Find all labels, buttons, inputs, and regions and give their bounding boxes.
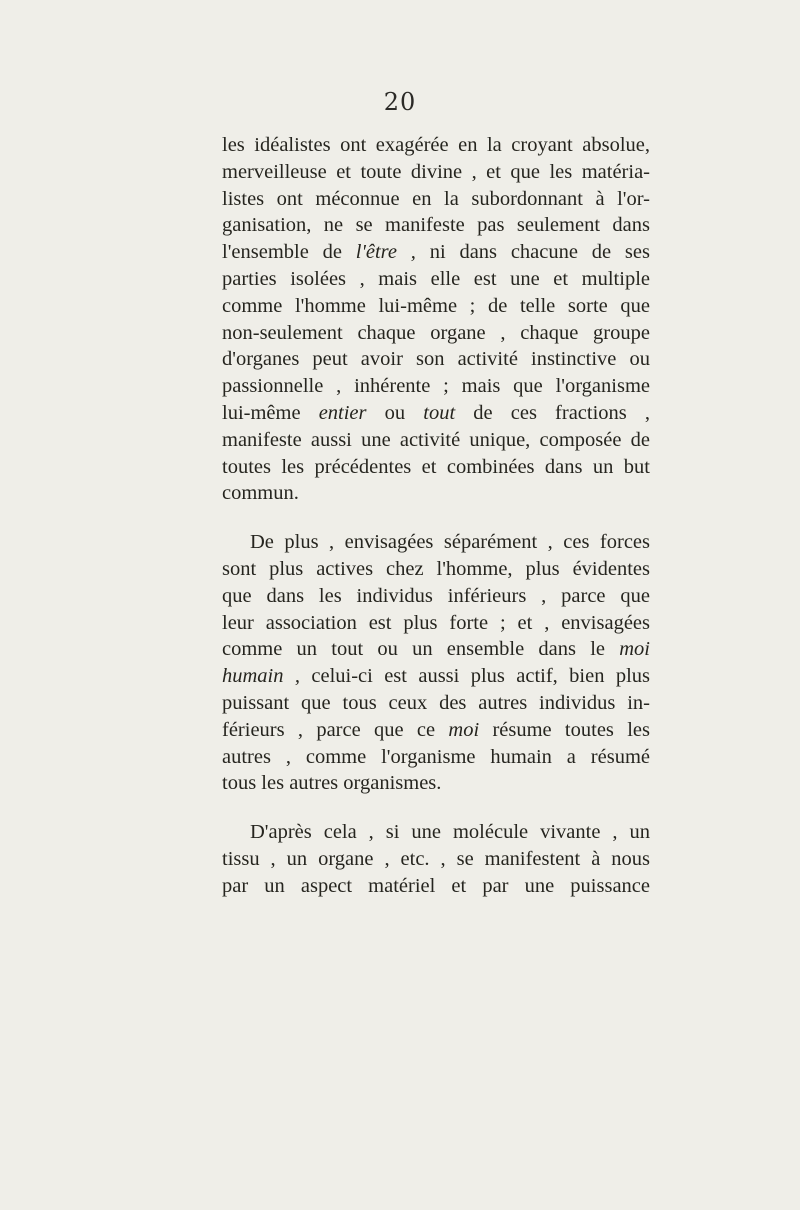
text-line <box>222 556 650 583</box>
text-line <box>222 846 650 873</box>
text-segment: que dans les individus inférieurs , parce que <box>222 584 650 607</box>
text-line <box>222 819 650 846</box>
text-segment: sont plus actives chez l'homme, plus évidentes <box>222 557 650 580</box>
text-line <box>222 636 650 663</box>
text-line <box>222 346 650 373</box>
text-line <box>222 427 650 454</box>
italic-word: entier <box>318 401 367 424</box>
text-line <box>222 480 650 507</box>
text-segment: toutes les précédentes et combinées dans un but <box>222 455 650 478</box>
text-line <box>222 320 650 347</box>
text-line <box>222 132 650 159</box>
text-segment: ou <box>366 401 424 424</box>
text-segment: autres , comme l'organisme humain a résumé <box>222 745 650 768</box>
italic-word: humain , <box>222 665 300 688</box>
text-line <box>222 873 650 900</box>
text-line <box>222 610 650 637</box>
text-segment: De plus , envisagées séparément , ces forces <box>250 531 650 554</box>
text-segment: tissu , un organe , etc. , se manifestent à nous <box>222 847 650 870</box>
text-segment: non-seulement chaque organe , chaque groupe <box>222 321 650 344</box>
text-line <box>222 239 650 266</box>
paragraph <box>222 132 650 507</box>
text-line <box>222 690 650 717</box>
text-line <box>222 186 650 213</box>
text-segment: de ces fractions , <box>455 401 651 424</box>
text-segment: comme un tout ou un ensemble dans le <box>222 638 620 661</box>
text-line <box>222 400 650 427</box>
text-segment: les idéalistes ont exagérée en la croyant absolue, <box>222 134 650 156</box>
text-segment: listes ont méconnue en la subordonnant à l'or- <box>222 187 650 210</box>
text-line <box>222 744 650 771</box>
text-segment: tous les autres organismes. <box>222 772 442 795</box>
text-segment: ganisation, ne se manifeste pas seulement dans <box>222 214 650 237</box>
text-segment: ni dans chacune de ses <box>415 241 650 264</box>
paragraph-gap <box>222 797 650 819</box>
italic-word: tout <box>423 401 456 424</box>
text-line <box>222 373 650 400</box>
italic-word: l'être , <box>355 241 416 264</box>
text-segment: d'organes peut avoir son activité instinctive ou <box>222 348 650 371</box>
text-segment: commun. <box>222 482 299 505</box>
text-line <box>222 770 650 797</box>
text-line <box>222 266 650 293</box>
text-segment: D'après cela , si une molécule vivante , un <box>250 821 650 844</box>
text-line <box>222 159 650 186</box>
text-segment: celui-ci est aussi plus actif, bien plus <box>300 665 650 688</box>
text-segment: résume toutes les <box>479 718 650 741</box>
page-number: 20 <box>383 88 417 116</box>
text-line <box>222 663 650 690</box>
text-line <box>222 529 650 556</box>
text-segment: férieurs , parce que ce <box>222 718 449 741</box>
paragraph <box>222 529 650 797</box>
text-line <box>222 583 650 610</box>
text-segment: manifeste aussi une activité unique, composée de <box>222 428 650 451</box>
text-segment: par un aspect matériel et par une puissance <box>222 874 650 897</box>
text-segment: puissant que tous ceux des autres individus in- <box>222 691 650 714</box>
text-segment: lui-même <box>222 401 319 424</box>
italic-word: moi <box>619 638 650 661</box>
italic-word: moi <box>448 718 480 741</box>
text-line <box>222 212 650 239</box>
text-line <box>222 454 650 481</box>
text-segment: passionnelle , inhérente ; mais que l'organisme <box>222 375 650 398</box>
body-text <box>222 132 650 900</box>
text-segment: l'ensemble de <box>222 241 356 264</box>
paragraph <box>222 819 650 899</box>
text-line <box>222 293 650 320</box>
text-segment: leur association est plus forte ; et , envisagées <box>222 611 650 634</box>
text-segment: merveilleuse et toute divine , et que les matéria- <box>222 160 650 183</box>
text-segment: comme l'homme lui-même ; de telle sorte que <box>222 294 650 317</box>
text-line <box>222 717 650 744</box>
paragraph-gap <box>222 507 650 529</box>
text-segment: parties isolées , mais elle est une et multiple <box>222 267 650 290</box>
